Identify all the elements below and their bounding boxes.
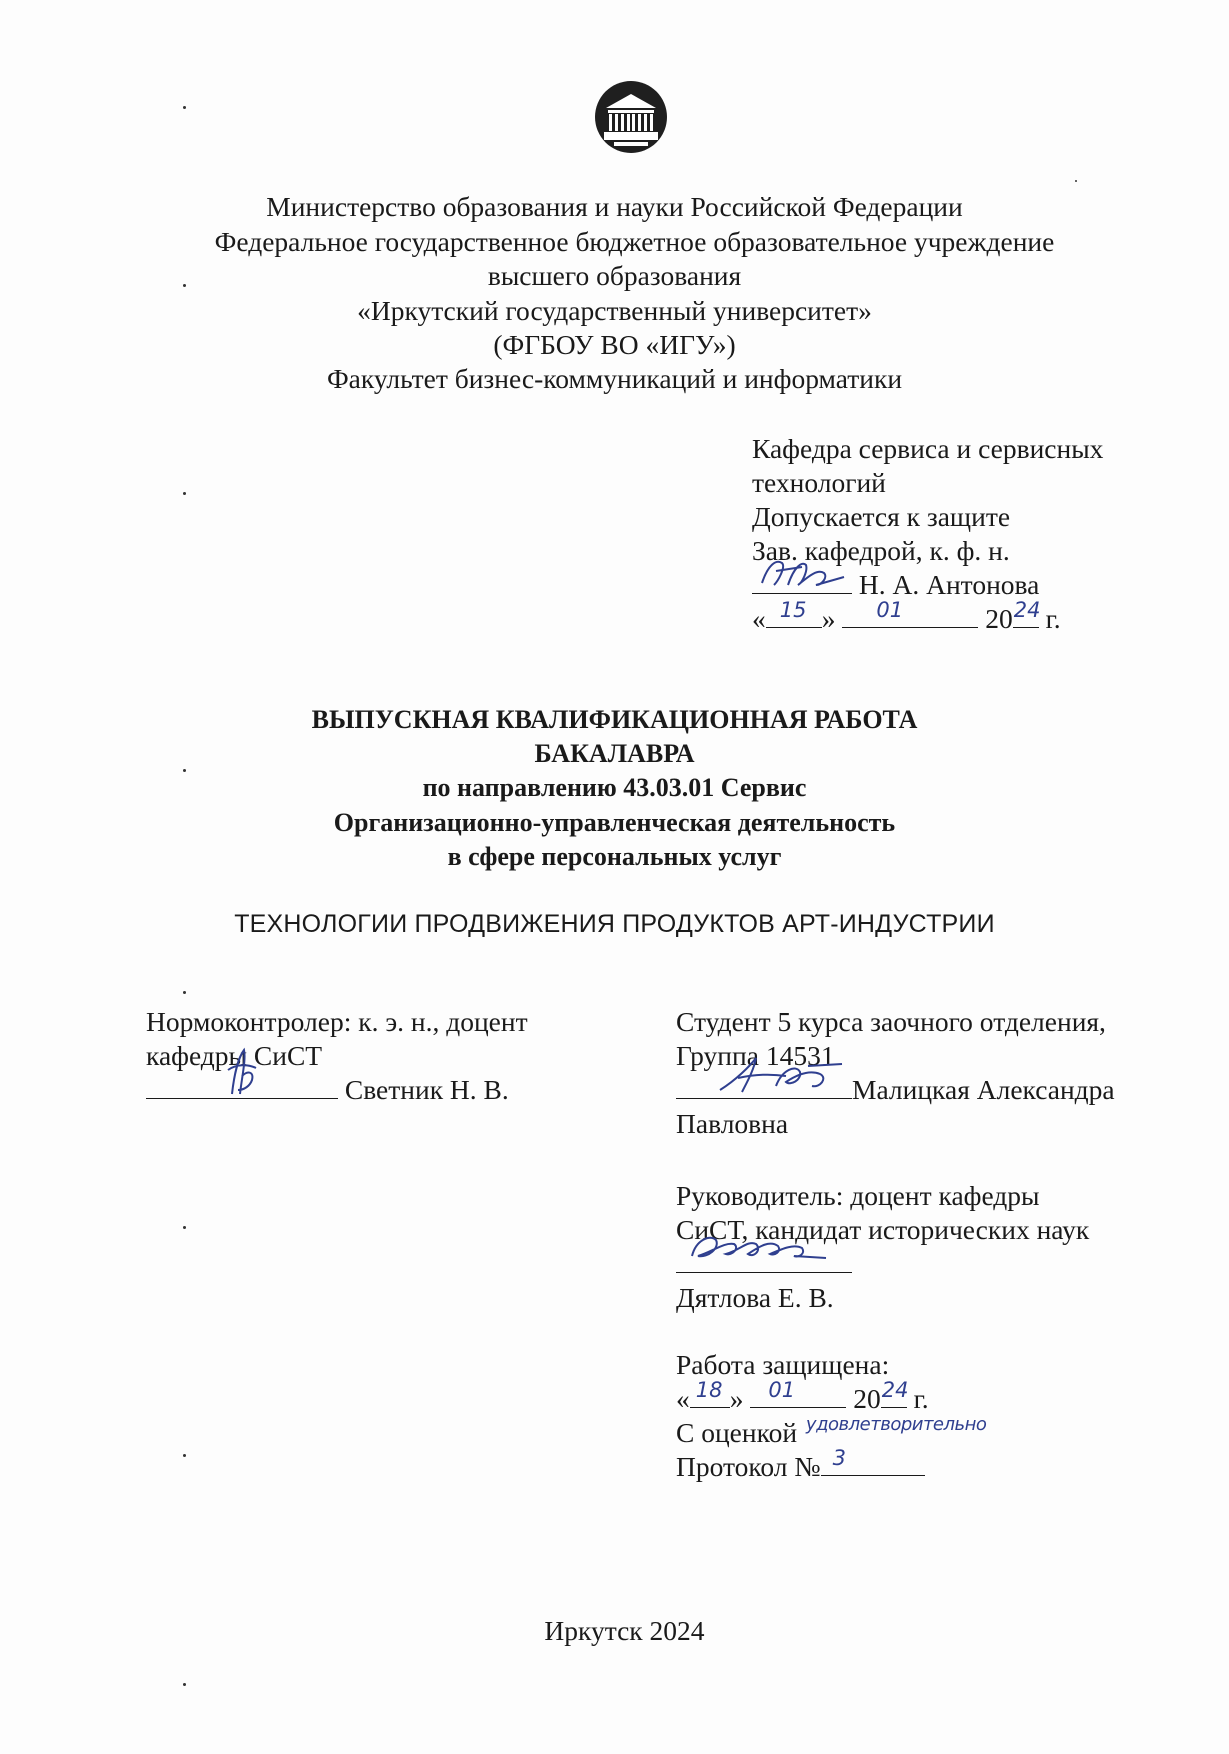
scan-speck	[183, 1226, 186, 1229]
supervisor-signature-line	[676, 1247, 1089, 1281]
student-signature-line	[676, 1073, 1115, 1107]
normcontrol-signature-line	[146, 1073, 528, 1107]
handwritten-day: 15	[779, 598, 807, 622]
grade-label: С оценкой	[676, 1417, 798, 1448]
thesis-topic: ТЕХНОЛОГИИ ПРОДВИЖЕНИЯ ПРОДУКТОВ АРТ-ИНДУСТРИИ	[234, 910, 995, 938]
normcontrol-block	[146, 1005, 528, 1107]
normcontrol-name: Светник Н. В.	[344, 1074, 509, 1105]
department-line-2: технологий	[752, 467, 886, 498]
year-prefix: 20	[853, 1383, 881, 1414]
direction-line: по направлению 43.03.01 Сервис	[422, 773, 807, 802]
protocol-label: Протокол №	[676, 1451, 821, 1482]
signature-blank	[146, 1074, 338, 1099]
handwritten-month: 01	[768, 1378, 796, 1402]
scan-speck	[183, 1683, 186, 1686]
scan-speck	[183, 991, 186, 994]
student-course-line: Студент 5 курса заочного отделения,	[676, 1006, 1106, 1037]
signature-blank	[752, 569, 852, 594]
scan-speck	[183, 106, 186, 109]
supervisor-block	[676, 1179, 1089, 1315]
defense-label: Работа защищена:	[676, 1349, 890, 1380]
year-prefix: 20	[985, 603, 1013, 634]
approval-date-line	[752, 598, 1103, 636]
institution-type-line: Федеральное государственное бюджетное образовательное учреждение	[214, 226, 1055, 257]
open-quote: «	[676, 1383, 690, 1414]
handwritten-protocol-number: 3	[832, 1446, 846, 1470]
signature-blank	[676, 1074, 852, 1099]
handwritten-month: 01	[876, 598, 904, 622]
defense-block	[676, 1348, 987, 1484]
month-blank	[750, 1378, 846, 1408]
city-year-footer: Иркутск 2024	[544, 1615, 705, 1646]
supervisor-degree-line: СиСТ, кандидат исторических наук	[676, 1214, 1090, 1245]
admitted-to-defense-line: Допускается к защите	[752, 501, 1011, 532]
student-handwritten-signature	[716, 1052, 846, 1096]
approval-block	[752, 432, 1103, 636]
year-blank	[1013, 598, 1041, 628]
profile-line-2: в сфере персональных услуг	[447, 842, 782, 871]
day-blank	[766, 598, 822, 628]
head-of-department-title: Зав. кафедрой, к. ф. н.	[752, 535, 1010, 566]
university-building-logo-icon	[594, 80, 668, 154]
handwritten-year: 24	[881, 1378, 909, 1402]
work-type-line-2: БАКАЛАВРА	[534, 739, 695, 768]
supervisor-handwritten-signature	[686, 1226, 836, 1266]
education-level-line: высшего образования	[487, 260, 742, 291]
university-abbreviation-line: (ФГБОУ ВО «ИГУ»)	[493, 329, 736, 360]
scan-speck	[1075, 180, 1077, 182]
close-quote: »	[729, 1383, 744, 1414]
university-name-line: «Иркутский государственный университет»	[357, 295, 872, 326]
normcontrol-department-line: кафедры СиСТ	[146, 1040, 323, 1071]
handwritten-year: 24	[1013, 598, 1041, 622]
month-blank	[842, 598, 978, 628]
signature-blank	[676, 1248, 852, 1273]
student-group-line: Группа 14531	[676, 1040, 835, 1071]
student-name-line-1: Малицкая Александра	[852, 1074, 1115, 1105]
student-block	[676, 1005, 1115, 1141]
supervisor-title-line: Руководитель: доцент кафедры	[676, 1180, 1040, 1211]
work-type-line-1: ВЫПУСКНАЯ КВАЛИФИКАЦИОННАЯ РАБОТА	[311, 705, 918, 734]
close-quote: »	[821, 603, 836, 634]
student-name-line-2: Павловна	[676, 1108, 789, 1139]
handwritten-day: 18	[695, 1378, 723, 1402]
department-line-1: Кафедра сервиса и сервисных	[752, 433, 1104, 464]
grade-line	[676, 1414, 987, 1450]
year-end: г.	[913, 1383, 929, 1414]
handwritten-grade: удовлетворительно	[805, 1414, 987, 1435]
head-handwritten-signature	[758, 555, 848, 591]
scan-speck	[183, 1454, 186, 1457]
normcontrol-handwritten-signature	[222, 1046, 262, 1098]
head-name: Н. А. Антонова	[858, 569, 1040, 600]
protocol-blank	[821, 1446, 925, 1476]
protocol-line	[676, 1446, 974, 1484]
year-blank	[881, 1378, 909, 1408]
day-blank	[690, 1378, 730, 1408]
normcontrol-title-line: Нормоконтролер: к. э. н., доцент	[146, 1006, 528, 1037]
scan-speck	[183, 492, 186, 495]
open-quote: «	[752, 603, 766, 634]
supervisor-name: Дятлова Е. В.	[676, 1282, 834, 1313]
faculty-line: Факультет бизнес-коммуникаций и информатики	[326, 363, 903, 394]
year-end: г.	[1045, 603, 1061, 634]
grade-blank	[804, 1414, 987, 1442]
ministry-line: Министерство образования и науки Российской Федерации	[266, 191, 963, 222]
profile-line-1: Организационно-управленческая деятельность	[333, 808, 896, 837]
